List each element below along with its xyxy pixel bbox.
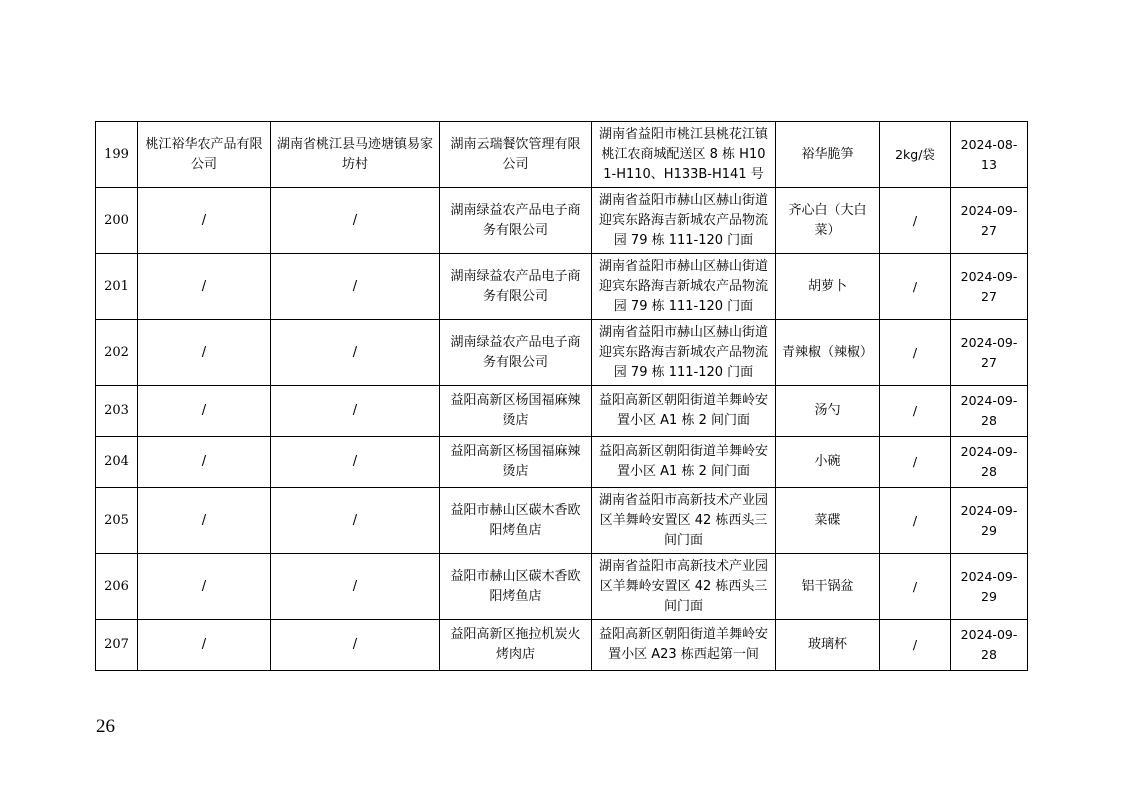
cell-seller: 益阳高新区杨国福麻辣烫店 — [440, 386, 592, 437]
cell-spec: / — [880, 554, 951, 620]
cell-seller-address: 湖南省益阳市赫山区赫山街道迎宾东路海吉新城农产品物流园 79 栋 111-120 门面 — [592, 188, 776, 254]
table-row — [96, 488, 1028, 554]
cell-date: 2024-09-29 — [951, 488, 1028, 554]
cell-seller-address: 湖南省益阳市高新技术产业园区羊舞岭安置区 42 栋西头三间门面 — [592, 488, 776, 554]
cell-no: 201 — [96, 254, 138, 320]
cell-date: 2024-09-28 — [951, 437, 1028, 488]
table-row — [96, 437, 1028, 488]
cell-no: 200 — [96, 188, 138, 254]
cell-product: 胡萝卜 — [776, 254, 880, 320]
cell-producer-address: / — [271, 620, 440, 671]
cell-seller-address: 益阳高新区朝阳街道羊舞岭安置小区 A1 栋 2 间门面 — [592, 386, 776, 437]
table-row — [96, 188, 1028, 254]
cell-producer-address: / — [271, 254, 440, 320]
cell-seller-address: 湖南省益阳市高新技术产业园区羊舞岭安置区 42 栋西头三间门面 — [592, 554, 776, 620]
cell-date: 2024-09-28 — [951, 386, 1028, 437]
cell-date: 2024-09-29 — [951, 554, 1028, 620]
table-row — [96, 620, 1028, 671]
cell-product: 青辣椒（辣椒） — [776, 320, 880, 386]
cell-producer-address: / — [271, 320, 440, 386]
cell-product: 汤勺 — [776, 386, 880, 437]
cell-seller: 湖南绿益农产品电子商务有限公司 — [440, 320, 592, 386]
cell-spec: / — [880, 320, 951, 386]
cell-producer-address: / — [271, 386, 440, 437]
results-table — [95, 121, 1028, 671]
cell-producer-address: 湖南省桃江县马迹塘镇易家坊村 — [271, 122, 440, 188]
cell-no: 204 — [96, 437, 138, 488]
cell-producer: / — [138, 437, 271, 488]
cell-spec: / — [880, 386, 951, 437]
cell-seller-address: 湖南省益阳市桃江县桃花江镇桃江农商城配送区 8 栋 H101-H110、H133B-H141 号 — [592, 122, 776, 188]
cell-producer: / — [138, 554, 271, 620]
cell-seller: 益阳高新区杨国福麻辣烫店 — [440, 437, 592, 488]
cell-date: 2024-09-28 — [951, 620, 1028, 671]
cell-seller-address: 湖南省益阳市赫山区赫山街道迎宾东路海吉新城农产品物流园 79 栋 111-120 门面 — [592, 254, 776, 320]
cell-spec: / — [880, 620, 951, 671]
table-row — [96, 554, 1028, 620]
table-row — [96, 254, 1028, 320]
cell-spec: / — [880, 437, 951, 488]
cell-product: 玻璃杯 — [776, 620, 880, 671]
table-row — [96, 386, 1028, 437]
cell-product: 铝干锅盆 — [776, 554, 880, 620]
cell-producer: 桃江裕华农产品有限公司 — [138, 122, 271, 188]
cell-no: 202 — [96, 320, 138, 386]
cell-date: 2024-08-13 — [951, 122, 1028, 188]
cell-spec: 2kg/袋 — [880, 122, 951, 188]
cell-producer-address: / — [271, 488, 440, 554]
cell-producer-address: / — [271, 188, 440, 254]
cell-date: 2024-09-27 — [951, 320, 1028, 386]
cell-seller-address: 湖南省益阳市赫山区赫山街道迎宾东路海吉新城农产品物流园 79 栋 111-120 门面 — [592, 320, 776, 386]
cell-product: 小碗 — [776, 437, 880, 488]
cell-seller: 益阳高新区拖拉机炭火烤肉店 — [440, 620, 592, 671]
cell-seller: 湖南绿益农产品电子商务有限公司 — [440, 188, 592, 254]
cell-seller-address: 益阳高新区朝阳街道羊舞岭安置小区 A23 栋西起第一间 — [592, 620, 776, 671]
cell-no: 199 — [96, 122, 138, 188]
cell-producer: / — [138, 320, 271, 386]
cell-seller: 湖南绿益农产品电子商务有限公司 — [440, 254, 592, 320]
cell-producer-address: / — [271, 554, 440, 620]
cell-producer: / — [138, 254, 271, 320]
cell-producer: / — [138, 488, 271, 554]
cell-producer: / — [138, 386, 271, 437]
cell-seller: 益阳市赫山区碳木香欧阳烤鱼店 — [440, 554, 592, 620]
cell-product: 齐心白（大白菜） — [776, 188, 880, 254]
table-row — [96, 122, 1028, 188]
cell-spec: / — [880, 254, 951, 320]
cell-product: 菜碟 — [776, 488, 880, 554]
cell-date: 2024-09-27 — [951, 254, 1028, 320]
cell-seller: 益阳市赫山区碳木香欧阳烤鱼店 — [440, 488, 592, 554]
results-table-container — [95, 121, 1027, 671]
cell-spec: / — [880, 188, 951, 254]
cell-no: 206 — [96, 554, 138, 620]
table-body — [96, 122, 1028, 671]
cell-producer: / — [138, 188, 271, 254]
cell-date: 2024-09-27 — [951, 188, 1028, 254]
cell-producer-address: / — [271, 437, 440, 488]
cell-no: 207 — [96, 620, 138, 671]
page-number: 26 — [96, 716, 115, 737]
cell-product: 裕华脆笋 — [776, 122, 880, 188]
cell-no: 203 — [96, 386, 138, 437]
cell-producer: / — [138, 620, 271, 671]
table-row — [96, 320, 1028, 386]
cell-seller: 湖南云瑞餐饮管理有限公司 — [440, 122, 592, 188]
cell-no: 205 — [96, 488, 138, 554]
cell-spec: / — [880, 488, 951, 554]
cell-seller-address: 益阳高新区朝阳街道羊舞岭安置小区 A1 栋 2 间门面 — [592, 437, 776, 488]
